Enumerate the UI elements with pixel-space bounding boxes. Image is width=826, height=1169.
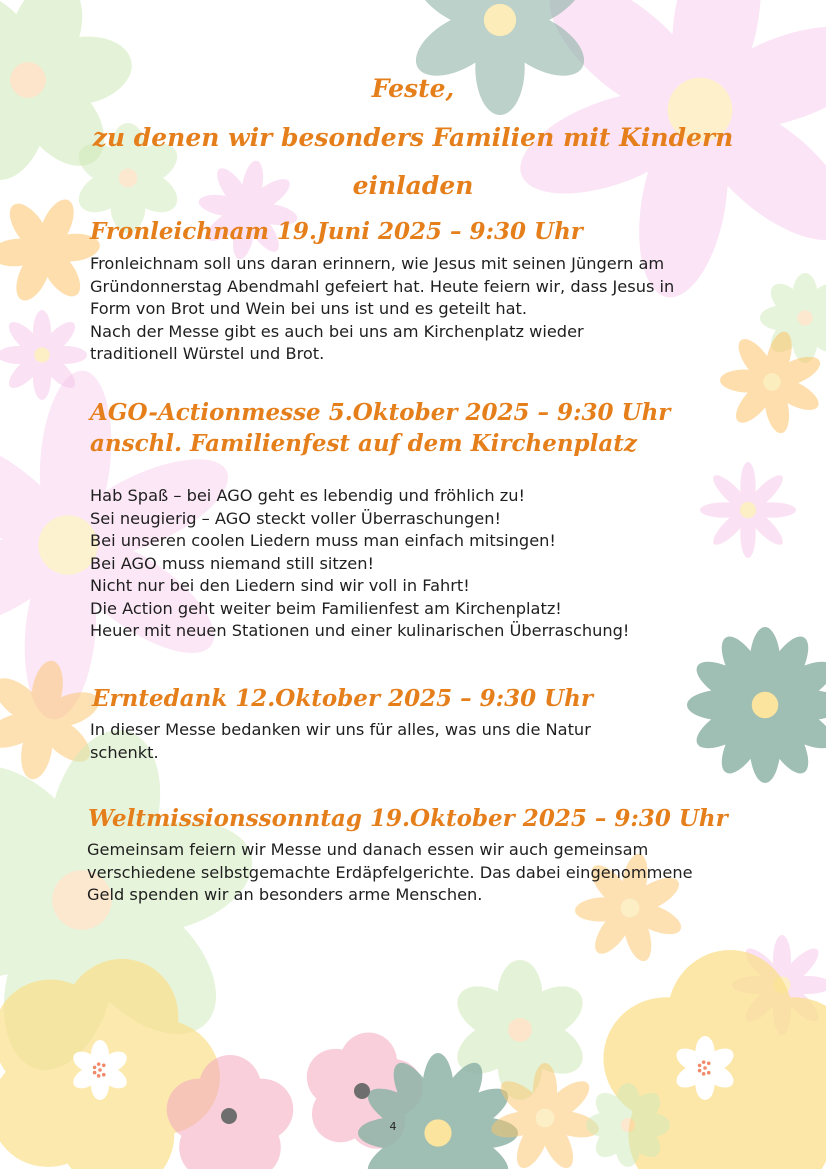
blossom-dot xyxy=(97,1074,101,1078)
flower-center xyxy=(484,4,516,36)
body-line: Fronleichnam soll uns daran erinnern, wie Jesus mit seinen Jüngern am xyxy=(90,254,665,273)
seed-dot-decoration xyxy=(354,1083,370,1099)
flower-center xyxy=(240,202,257,219)
body-line: Form von Brot und Wein bei uns ist und es geteilt hat. xyxy=(90,299,528,318)
flower-decoration xyxy=(0,194,101,305)
blossom-dot xyxy=(707,1062,711,1066)
flower-center xyxy=(32,710,52,730)
body-line: Heuer mit neuen Stationen und einer kulinarischen Überraschung! xyxy=(90,621,630,640)
flower-center xyxy=(763,373,781,391)
body-line: Geld spenden wir an besonders arme Menschen. xyxy=(87,885,483,904)
blossom-dot xyxy=(702,1060,706,1064)
body-line: In dieser Messe bedanken wir uns für alles, was uns die Natur xyxy=(90,720,591,739)
section-heading-weltmission: Weltmissionssonntag 19.Oktober 2025 – 9:30 Uhr xyxy=(88,805,728,832)
section-heading-fronleichnam: Fronleichnam 19.Juni 2025 – 9:30 Uhr xyxy=(90,218,583,245)
body-line: Nicht nur bei den Liedern sind wir voll in Fahrt! xyxy=(90,576,470,595)
blossom-dot xyxy=(93,1066,97,1070)
flower-center xyxy=(36,241,55,260)
body-line: schenkt. xyxy=(90,742,159,762)
page-title-line-1: Feste, xyxy=(371,74,455,103)
section-subheading-ago: anschl. Familienfest auf dem Kirchenplatz xyxy=(90,430,637,457)
body-line: Hab Spaß – bei AGO geht es lebendig und fröhlich zu! xyxy=(90,486,525,505)
body-line: Gründonnerstag Abendmahl gefeiert hat. Heute feiern wir, dass Jesus in xyxy=(90,276,675,296)
page-number: 4 xyxy=(389,1120,397,1133)
body-line: Bei AGO muss niemand still sitzen! xyxy=(90,553,374,573)
blossom-dot xyxy=(102,1073,106,1077)
page-title-line-2: zu denen wir besonders Familien mit Kindern xyxy=(92,123,734,152)
flower-center xyxy=(38,515,98,575)
blossom-dot xyxy=(102,1064,106,1068)
section-body-weltmission xyxy=(87,839,693,907)
flower-center xyxy=(34,347,49,362)
flower-center xyxy=(752,692,779,719)
body-line: verschiedene selbstgemachte Erdäpfelgerichte. Das dabei eingenommene xyxy=(87,862,693,882)
flower-decoration xyxy=(687,627,826,783)
flower-decoration xyxy=(700,462,796,558)
page-title-line-3: einladen xyxy=(352,171,474,200)
blossom-dot xyxy=(698,1069,702,1073)
body-line: Nach der Messe gibt es auch bei uns am Kirchenplatz wieder xyxy=(90,321,584,341)
body-line: Die Action geht weiter beim Familienfest am Kirchenplatz! xyxy=(90,598,562,618)
blossom-dot xyxy=(703,1066,707,1070)
body-line: Bei unseren coolen Liedern muss man einfach mitsingen! xyxy=(90,531,556,550)
body-line: Gemeinsam feiern wir Messe und danach essen wir auch gemeinsam xyxy=(87,840,649,859)
flower-center xyxy=(508,1018,532,1042)
blossom-dot xyxy=(93,1071,97,1075)
blossom-dot xyxy=(698,1064,702,1068)
section-body-erntedank xyxy=(90,719,591,764)
flower-center xyxy=(740,502,756,518)
section-body-fronleichnam xyxy=(90,253,674,366)
section-heading-ago: AGO-Actionmesse 5.Oktober 2025 – 9:30 Uhr xyxy=(90,399,671,426)
section-heading-erntedank: Erntedank 12.Oktober 2025 – 9:30 Uhr xyxy=(92,685,594,712)
flower-center xyxy=(797,310,812,325)
body-line: Sei neugierig – AGO steckt voller Überraschungen! xyxy=(90,508,501,528)
blossom-dot xyxy=(97,1062,101,1066)
body-line: traditionell Würstel und Brot. xyxy=(90,344,325,363)
section-body-ago xyxy=(90,485,629,643)
blossom-dot xyxy=(98,1068,102,1072)
blossom-dot xyxy=(702,1072,706,1076)
blossom-dot xyxy=(707,1071,711,1075)
